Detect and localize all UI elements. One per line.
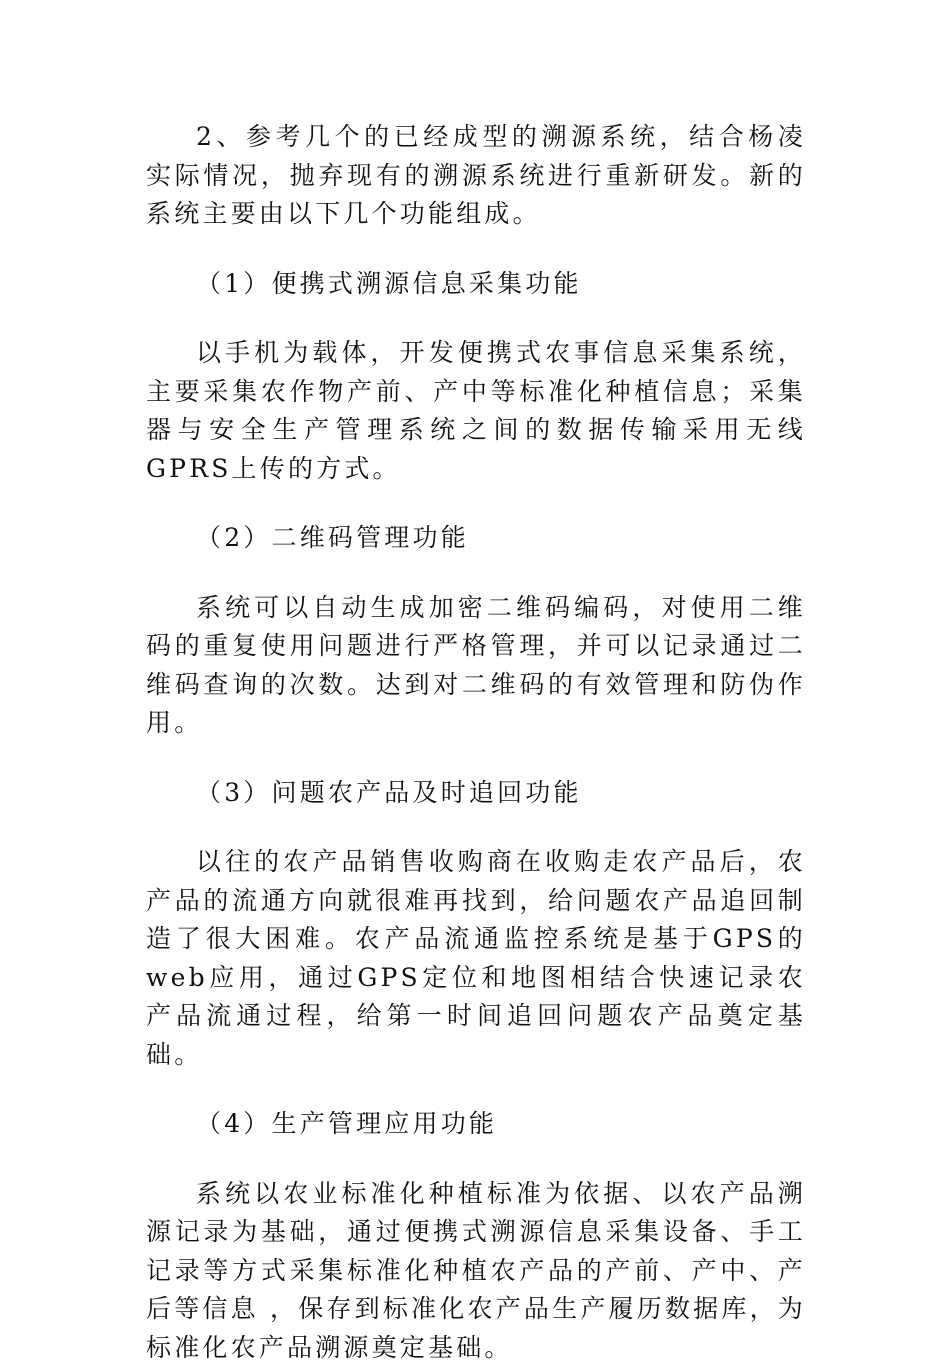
section-2-body: 系统可以自动生成加密二维码编码，对使用二维码的重复使用问题进行严格管理，并可以记录通过二维码查询的次数。达到对二维码的有效管理和防伪作用。: [146, 589, 806, 743]
section-3-heading: （3）问题农产品及时追回功能: [146, 774, 806, 813]
section-4-body: 系统以农业标准化种植标准为依据、以农产品溯源记录为基础，通过便携式溯源信息采集设备、手工记录等方式采集标准化种植农产品的产前、产中、产后等信息 ，保存到标准化农产品生产履历数据库，为标准化农产品溯源奠定基础。: [146, 1175, 806, 1367]
section-1-body: 以手机为载体，开发便携式农事信息采集系统，主要采集农作物产前、产中等标准化种植信息；采集器与安全生产管理系统之间的数据传输采用无线GPRS上传的方式。: [146, 334, 806, 488]
section-3-body: 以往的农产品销售收购商在收购走农产品后，农产品的流通方向就很难再找到，给问题农产品追回制造了很大困难。农产品流通监控系统是基于GPS的web应用，通过GPS定位和地图相结合快速记录农产品流通过程，给第一时间追回问题农产品奠定基础。: [146, 843, 806, 1074]
section-1-heading: （1）便携式溯源信息采集功能: [146, 265, 806, 304]
section-2-heading: （2）二维码管理功能: [146, 519, 806, 558]
intro-paragraph: 2、参考几个的已经成型的溯源系统，结合杨凌实际情况，抛弃现有的溯源系统进行重新研发。新的系统主要由以下几个功能组成。: [146, 118, 806, 234]
document-page: [146, 118, 806, 1367]
section-4-heading: （4）生产管理应用功能: [146, 1105, 806, 1144]
